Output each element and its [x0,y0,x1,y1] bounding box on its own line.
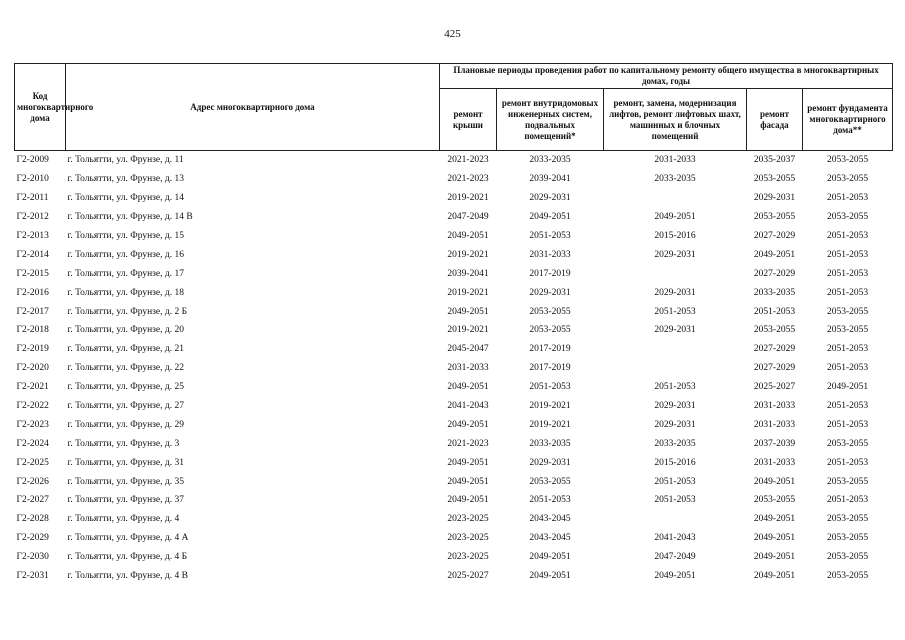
cell-foundation: 2053-2055 [826,571,869,582]
cell-facade: 2027-2029 [753,231,796,241]
cell-address: г. Тольятти, ул. Фрунзе, д. 27 [67,401,184,412]
header-periods-group: Плановые периоды проведения работ по капитальному ремонту общего имущества в многоквартирных домах, годы [440,64,893,89]
cell-code: Г2-2009 [15,151,66,170]
cell-facade: 2031-2033 [753,457,796,468]
cell-address: г. Тольятти, ул. Фрунзе, д. 4 В [67,571,188,582]
cell-facade: 2049-2051 [753,476,796,487]
cell-address: г. Тольятти, ул. Фрунзе, д. 16 [67,249,184,260]
header-lifts: ремонт, замена, модернизация лифтов, ремонт лифтовых шахт, машинных и блочных помещений [604,89,747,151]
cell-facade: 2049-2051 [753,249,796,260]
cell-code: Г2-2024 [16,438,49,449]
cell-code: Г2-2019 [16,344,49,355]
cell-roof: 2049-2051 [447,419,489,430]
cell-systems: 2053-2055 [529,325,571,336]
cell-address: г. Тольятти, ул. Фрунзе, д. 2 Б [67,306,188,317]
cell-lifts: 2029-2031 [654,325,696,336]
cell-foundation: 2051-2053 [826,287,869,298]
cell-foundation: 2053-2055 [826,438,869,449]
table-row [15,340,893,359]
cell-lifts [604,264,747,283]
cell-foundation: 2051-2053 [826,419,869,430]
table-row [15,302,893,321]
table-row [15,321,893,340]
cell-address: г. Тольятти, ул. Фрунзе, д. 25 [67,382,184,393]
cell-foundation: 2051-2053 [826,249,869,260]
cell-address: г. Тольятти, ул. Фрунзе, д. 17 [67,268,184,279]
cell-lifts: 2029-2031 [654,401,696,412]
cell-code: Г2-2026 [16,476,49,487]
cell-lifts: 2029-2031 [654,419,696,430]
cell-address: г. Тольятти, ул. Фрунзе, д. 35 [67,476,184,487]
cell-code: Г2-2023 [16,419,49,430]
cell-lifts: 2051-2053 [654,476,696,487]
cell-systems: 2051-2053 [529,495,571,506]
cell-foundation: 2053-2055 [826,514,869,525]
cell-code: Г2-2030 [16,552,49,563]
cell-address: г. Тольятти, ул. Фрунзе, д. 4 Б [67,552,188,563]
cell-lifts: 2041-2043 [654,533,696,544]
cell-address: г. Тольятти, ул. Фрунзе, д. 20 [67,325,184,336]
cell-systems: 2033-2035 [497,151,604,170]
cell-roof: 2047-2049 [447,212,489,223]
cell-systems: 2029-2031 [529,287,571,298]
cell-address: г. Тольятти, ул. Фрунзе, д. 21 [67,344,184,355]
cell-systems: 2031-2033 [529,249,571,260]
cell-lifts: 2015-2016 [654,457,696,468]
header-roof: ремонт крыши [440,89,497,151]
cell-foundation: 2053-2055 [826,552,869,563]
cell-address: г. Тольятти, ул. Фрунзе, д. 3 [67,438,180,449]
cell-address: г. Тольятти, ул. Фрунзе, д. 13 [67,174,184,185]
cell-lifts: 2051-2053 [654,306,696,317]
cell-foundation: 2053-2055 [826,212,869,223]
cell-facade: 2053-2055 [753,174,796,185]
header-facade: ремонт фасада [747,89,803,151]
cell-facade: 2031-2033 [753,401,796,412]
cell-address: г. Тольятти, ул. Фрунзе, д. 37 [67,495,184,506]
cell-roof: 2023-2025 [447,514,489,525]
cell-lifts: 2049-2051 [654,571,696,582]
cell-systems: 2017-2019 [529,268,571,279]
cell-systems: 2051-2053 [529,231,571,241]
cell-lifts [604,340,747,359]
cell-facade: 2049-2051 [753,571,796,582]
cell-roof: 2049-2051 [447,476,489,487]
cell-systems: 2017-2019 [529,344,571,355]
cell-roof: 2025-2027 [447,571,489,582]
cell-facade: 2035-2037 [747,151,803,170]
cell-code: Г2-2020 [16,363,49,374]
cell-systems: 2043-2045 [529,514,571,525]
header-systems: ремонт внутридомовых инженерных систем, подвальных помещений* [497,89,604,151]
cell-roof: 2021-2023 [447,174,489,185]
cell-facade: 2027-2029 [753,363,796,374]
cell-foundation: 2053-2055 [826,306,869,317]
cell-code: Г2-2018 [16,325,49,336]
cell-foundation: 2053-2055 [803,151,893,170]
page-number: 425 [444,28,461,40]
table-row [15,472,893,491]
cell-address: г. Тольятти, ул. Фрунзе, д. 4 [67,514,180,525]
cell-foundation: 2053-2055 [826,533,869,544]
cell-lifts: 2031-2033 [604,151,747,170]
cell-roof: 2045-2047 [447,344,489,355]
cell-lifts: 2015-2016 [654,231,696,241]
table-row [15,189,893,208]
table-row [15,567,893,586]
cell-facade: 2049-2051 [753,552,796,563]
cell-address: г. Тольятти, ул. Фрунзе, д. 29 [67,419,184,430]
cell-systems: 2017-2019 [529,363,571,374]
cell-roof: 2019-2021 [447,249,489,260]
cell-address: г. Тольятти, ул. Фрунзе, д. 11 [66,151,440,170]
table-row [15,415,893,434]
cell-facade: 2049-2051 [753,533,796,544]
cell-code: Г2-2017 [16,306,49,317]
cell-systems: 2051-2053 [529,382,571,393]
cell-roof: 2019-2021 [447,287,489,298]
cell-foundation: 2051-2053 [826,457,869,468]
cell-facade: 2033-2035 [753,287,796,298]
cell-code: Г2-2012 [16,212,49,223]
cell-lifts: 2051-2053 [654,382,696,393]
cell-foundation: 2051-2053 [826,363,869,374]
table-row [15,397,893,416]
cell-code: Г2-2014 [16,249,49,260]
cell-foundation: 2051-2053 [826,268,869,279]
cell-roof: 2049-2051 [447,495,489,506]
cell-systems: 2049-2051 [529,212,571,223]
cell-lifts: 2051-2053 [654,495,696,506]
cell-facade: 2053-2055 [753,495,796,506]
table-row [15,434,893,453]
cell-code: Г2-2010 [16,174,49,185]
cell-systems: 2049-2051 [529,552,571,563]
table-row [15,227,893,246]
cell-roof: 2041-2043 [447,401,489,412]
cell-address: г. Тольятти, ул. Фрунзе, д. 31 [67,457,184,468]
cell-address: г. Тольятти, ул. Фрунзе, д. 14 В [67,212,193,223]
table-row [15,170,893,189]
cell-code: Г2-2015 [16,268,49,279]
cell-facade: 2053-2055 [753,212,796,223]
table-row [15,264,893,283]
capital-repair-plan-table [14,63,893,585]
cell-roof: 2019-2021 [447,193,489,204]
cell-roof: 2031-2033 [447,363,489,374]
table-row [15,529,893,548]
cell-roof: 2021-2023 [440,151,497,170]
cell-lifts: 2029-2031 [654,249,696,260]
table-row [15,510,893,529]
cell-lifts [604,189,747,208]
cell-foundation: 2053-2055 [826,325,869,336]
cell-lifts: 2033-2035 [654,438,696,449]
cell-systems: 2049-2051 [529,571,571,582]
cell-facade: 2027-2029 [753,268,796,279]
cell-foundation: 2051-2053 [826,193,869,204]
cell-systems: 2053-2055 [529,476,571,487]
cell-address: г. Тольятти, ул. Фрунзе, д. 18 [67,287,184,298]
cell-code: Г2-2027 [16,495,49,506]
cell-code: Г2-2025 [16,457,49,468]
cell-facade: 2051-2053 [753,306,796,317]
cell-facade: 2029-2031 [753,193,796,204]
cell-foundation: 2051-2053 [826,495,869,506]
cell-facade: 2031-2033 [753,419,796,430]
table-row [15,491,893,510]
cell-roof: 2049-2051 [447,382,489,393]
cell-systems: 2029-2031 [529,457,571,468]
cell-systems: 2019-2021 [529,419,571,430]
cell-code: Г2-2011 [16,193,49,204]
cell-address: г. Тольятти, ул. Фрунзе, д. 22 [67,363,184,374]
cell-code: Г2-2022 [16,401,49,412]
cell-code: Г2-2013 [16,231,49,241]
cell-roof: 2021-2023 [447,438,489,449]
table-row [15,359,893,378]
cell-code: Г2-2028 [16,514,49,525]
cell-code: Г2-2021 [16,382,49,393]
table-body [15,151,893,586]
cell-code: Г2-2016 [16,287,49,298]
header-address: Адрес многоквартирного дома [66,64,440,151]
table-row [15,283,893,302]
cell-systems: 2033-2035 [529,438,571,449]
cell-address: г. Тольятти, ул. Фрунзе, д. 4 А [67,533,189,544]
table-row [15,245,893,264]
table-header [15,64,893,151]
cell-facade: 2027-2029 [753,344,796,355]
table-row [15,453,893,472]
table-row [15,378,893,397]
cell-roof: 2049-2051 [447,231,489,241]
cell-facade: 2025-2027 [753,382,796,393]
cell-roof: 2019-2021 [447,325,489,336]
cell-foundation: 2051-2053 [826,401,869,412]
cell-systems: 2043-2045 [529,533,571,544]
table-row [15,208,893,227]
cell-facade: 2049-2051 [753,514,796,525]
cell-code: Г2-2031 [16,571,49,582]
cell-foundation: 2049-2051 [826,382,869,393]
cell-lifts: 2029-2031 [654,287,696,298]
table-row [15,151,893,170]
cell-address: г. Тольятти, ул. Фрунзе, д. 14 [67,193,184,204]
cell-foundation: 2053-2055 [826,174,869,185]
cell-systems: 2039-2041 [529,174,571,185]
cell-lifts: 2047-2049 [654,552,696,563]
cell-systems: 2029-2031 [529,193,571,204]
cell-lifts: 2049-2051 [654,212,696,223]
cell-roof: 2039-2041 [447,268,489,279]
cell-code: Г2-2029 [16,533,49,544]
cell-foundation: 2051-2053 [826,344,869,355]
cell-roof: 2049-2051 [447,306,489,317]
cell-roof: 2023-2025 [447,533,489,544]
cell-foundation: 2051-2053 [826,231,869,241]
cell-lifts: 2033-2035 [654,174,696,185]
cell-systems: 2053-2055 [529,306,571,317]
cell-roof: 2023-2025 [447,552,489,563]
cell-foundation: 2053-2055 [826,476,869,487]
cell-facade: 2053-2055 [753,325,796,336]
cell-address: г. Тольятти, ул. Фрунзе, д. 15 [67,231,184,241]
cell-facade: 2037-2039 [753,438,796,449]
header-foundation: ремонт фундамента многоквартирного дома** [803,89,893,151]
header-code: Код многоквартирного дома [15,64,66,151]
cell-systems: 2019-2021 [529,401,571,412]
cell-lifts [604,359,747,378]
table-row [15,548,893,567]
cell-roof: 2049-2051 [447,457,489,468]
cell-lifts [604,510,747,529]
